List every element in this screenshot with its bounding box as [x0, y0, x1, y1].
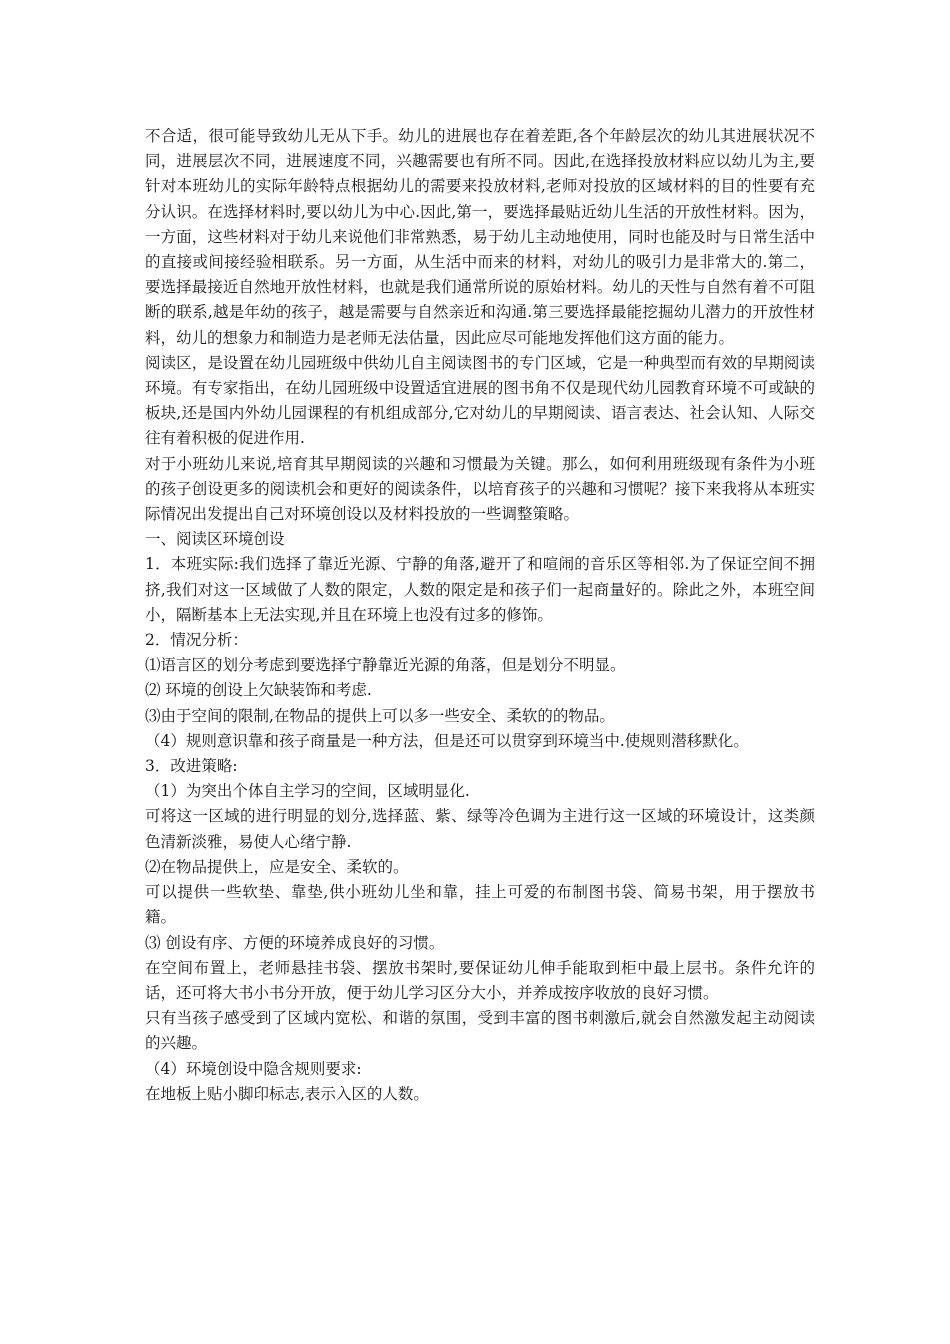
analysis-item-4: （4）规则意识靠和孩子商量是一种方法，但是还可以贯穿到环境当中.使规则潜移默化。	[145, 731, 749, 750]
strategy-item-3-title: ⑶ 创设有序、方便的环境养成良好的习惯。	[145, 933, 445, 952]
strategy-item-4-body: 在地板上贴小脚印标志,表示入区的人数。	[145, 1084, 429, 1103]
paragraph-material-selection: 不合适，很可能导致幼儿无从下手。幼儿的进展也存在着差距,各个年龄层次的幼儿其进展状况不同，进展层次不同，进展速度不同，兴趣需要也有所不同。因此,在选择投放材料应以幼儿为主,要针对本班幼儿的实际年龄特点根据幼儿的需要来投放材料,老师对投放的区域材料的目的性要有充分认识。在选择材料时,要以幼儿为中心.因此,第一，要选择最贴近幼儿生活的开放性材料。因为，一方面，这些材料对于幼儿来说他们非常熟悉，易于幼儿主动地使用，同时也能及时与日常生活中的直接或间接经验相联系。另一方面，从生活中而来的材料，对幼儿的吸引力是非常大的.第二，要选择最接近自然地开放性材料，也就是我们通常所说的原始材料。幼儿的天性与自然有着不可阻断的联系,越是年幼的孩子，越是需要与自然亲近和沟通.第三要选择最能挖掘幼儿潜力的开放性材料，幼儿的想象力和制造力是老师无法估量，因此应尽可能地发挥他们这方面的能力。	[145, 127, 815, 347]
subheading-strategy: 3．改进策略:	[145, 757, 238, 776]
analysis-item-2: ⑵ 环境的创设上欠缺装饰和考虑.	[145, 681, 372, 700]
strategy-item-2-title: ⑵在物品提供上，应是安全、柔软的。	[145, 857, 409, 876]
document-page	[145, 124, 815, 1107]
paragraph-class-reality: 1．本班实际:我们选择了靠近光源、宁静的角落,避开了和喧闹的音乐区等相邻.为了保证空间不拥挤,我们对这一区域做了人数的限定，人数的限定是和孩子们一起商量好的。除此之外，本班空间小，隔断基本上无法实现,并且在环境上也没有过多的修饰。	[145, 555, 815, 624]
strategy-item-3-conclusion: 只有当孩子感受到了区域内宽松、和谐的氛围，受到丰富的图书刺激后,就会自然激发起主动阅读的兴趣。	[145, 1009, 815, 1053]
analysis-item-1: ⑴语言区的划分考虑到要选择宁静靠近光源的角落，但是划分不明显。	[145, 656, 626, 675]
paragraph-reading-area-intro: 阅读区，是设置在幼儿园班级中供幼儿自主阅读图书的专门区域，它是一种典型而有效的早期阅读环境。有专家指出，在幼儿园班级中设置适宜进展的图书角不仅是现代幼儿园教育环境不可或缺的板块,还是国内外幼儿园课程的有机组成部分,它对幼儿的早期阅读、语言表达、社会认知、人际交往有着积极的促进作用.	[145, 353, 815, 448]
strategy-item-3-body: 在空间布置上，老师悬挂书袋、摆放书架时,要保证幼儿伸手能取到柜中最上层书。条件允许的话，还可将大书小书分开放，便于幼儿学习区分大小，并养成按序收放的良好习惯。	[145, 958, 815, 1002]
strategy-item-2-body: 可以提供一些软垫、靠垫,供小班幼儿坐和靠，挂上可爱的布制图书袋、简易书架，用于摆放书籍。	[145, 883, 815, 927]
strategy-item-4-title: （4）环境创设中隐含规则要求:	[145, 1059, 362, 1078]
subheading-analysis: 2．情况分析：	[145, 631, 248, 650]
section-heading-environment: 一、阅读区环境创设	[145, 530, 285, 549]
strategy-item-1-body: 可将这一区域的进行明显的划分,选择蓝、紫、绿等冷色调为主进行这一区域的环境设计，这类颜色清新淡雅，易使人心绪宁静.	[145, 807, 815, 851]
paragraph-small-class: 对于小班幼儿来说,培育其早期阅读的兴趣和习惯最为关键。那么，如何利用班级现有条件为小班的孩子创设更多的阅读机会和更好的阅读条件，以培育孩子的兴趣和习惯呢？接下来我将从本班实际情况出发提出自己对环境创设以及材料投放的一些调整策略。	[145, 454, 815, 524]
analysis-item-3: ⑶由于空间的限制,在物品的提供上可以多一些安全、柔软的的物品。	[145, 706, 615, 725]
strategy-item-1-title: （1）为突出个体自主学习的空间，区域明显化.	[145, 782, 470, 801]
